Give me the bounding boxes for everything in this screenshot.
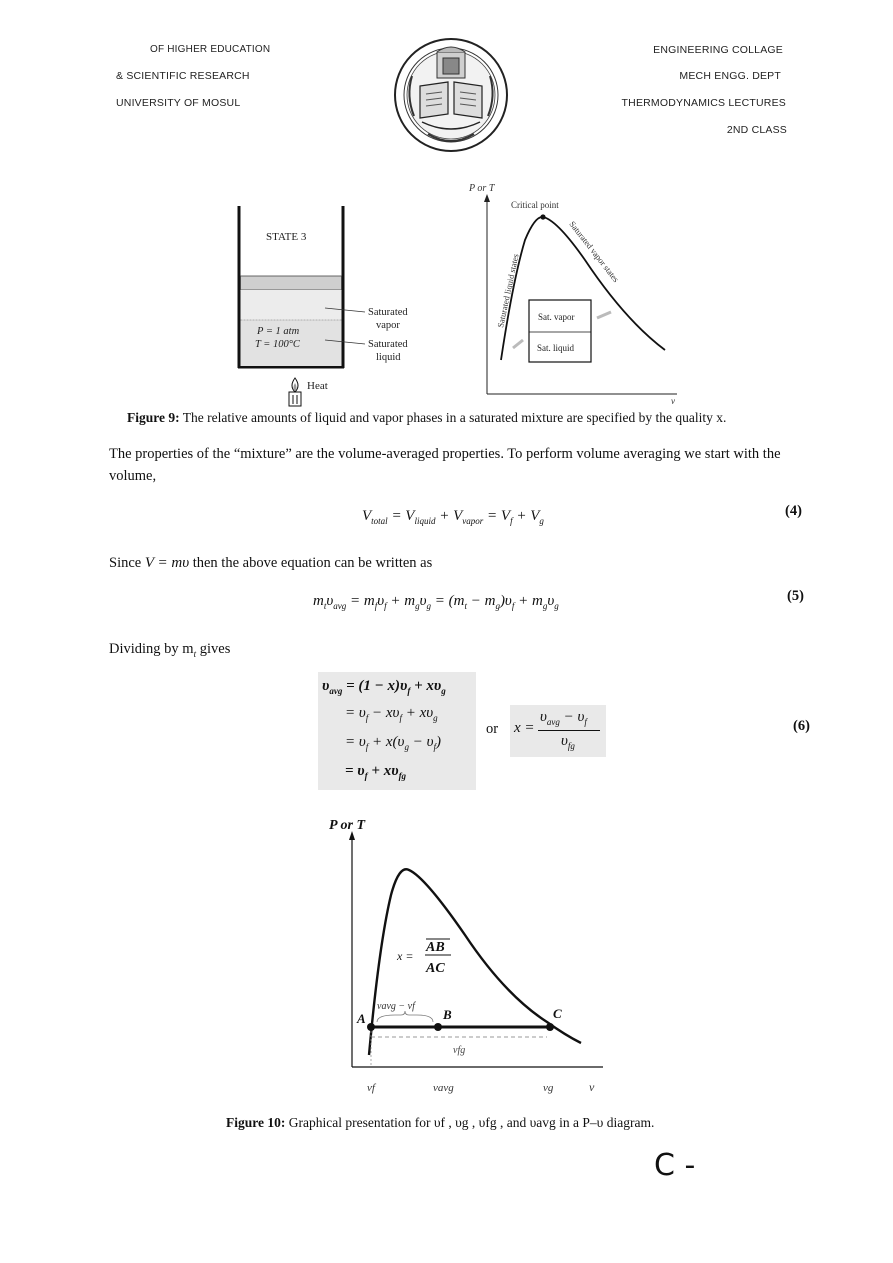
equation-4: $V_{total} = V_{liquid} + V_{vapor} = V_f + V_g$ <box>362 508 544 526</box>
header-right-line-3: THERMODYNAMICS LECTURES <box>621 97 786 109</box>
figure10-caption <box>226 1115 654 1131</box>
fig9-critical-point-label: Critical point <box>511 200 559 210</box>
page-mark: C - <box>654 1148 696 1183</box>
equation-4-number: (4) <box>785 503 802 519</box>
dividing-rest-text: gives <box>196 641 231 657</box>
fig9-heat-label: Heat <box>307 380 328 392</box>
equation-6-line-4: = $\upsilon_f + x\upsilon_{fg}$ <box>345 763 407 781</box>
fig9-axis-x-label: v <box>671 396 675 405</box>
since-text: Since <box>109 555 142 571</box>
fig10-tick-vf: vf <box>367 1082 375 1094</box>
header-left-line-3: UNIVERSITY OF MOSUL <box>116 97 241 109</box>
figure10-caption-label: Figure 10: <box>226 1115 286 1130</box>
fig9-box-vapor-label: Sat. vapor <box>538 312 575 322</box>
figure9-piston-cylinder <box>225 200 425 410</box>
fig10-point-c: C <box>553 1006 562 1021</box>
fig10-point-a: A <box>357 1011 366 1026</box>
equation-6-line-3: = $\upsilon_f + x(\upsilon_g - \upsilon_f)$ <box>345 734 441 752</box>
since-rest-text: then the above equation can be written as <box>192 555 433 571</box>
figure10-caption-text: Graphical presentation for υf , υg , υfg , and υavg in a P–υ diagram. <box>285 1115 655 1130</box>
equation-6-quality-x: x = <box>514 720 535 736</box>
dividing-text: Dividing by m <box>109 641 194 657</box>
figure9-caption-label: Figure 9: <box>127 410 180 425</box>
fig9-box-liquid-label: Sat. liquid <box>537 343 575 353</box>
fig9-saturated-vapor-label: Saturated <box>368 307 408 318</box>
fig9-axis-y-label: P or T <box>469 183 495 194</box>
equation-6-quality-den: $\upsilon_{fg}$ <box>561 733 575 751</box>
fig9-temperature-label: T = 100°C <box>255 339 300 350</box>
university-seal-logo <box>392 36 510 154</box>
dividing-sub: t <box>193 648 197 659</box>
fig10-tick-vg: vg <box>543 1082 554 1094</box>
fig9-saturated-liquid-label-2: liquid <box>376 352 401 363</box>
equation-6-fraction-bar <box>538 730 600 731</box>
fig9-saturated-liquid-label: Saturated <box>368 339 408 350</box>
equation-6-number: (6) <box>793 718 810 734</box>
header-left-line-2: & SCIENTIFIC RESEARCH <box>116 70 250 82</box>
equation-6-or: or <box>486 721 499 737</box>
header-left-line-1: OF HIGHER EDUCATION <box>150 44 271 55</box>
fig10-axis-x-label: v <box>589 1080 595 1094</box>
figure9-dome-diagram <box>465 180 695 405</box>
fig9-pressure-label: P = 1 atm <box>257 326 300 337</box>
figure9-caption <box>127 410 726 426</box>
figure10-pv-diagram <box>325 815 615 1105</box>
equation-6-line-1: $\upsilon_{avg} = (1 - x)\upsilon_f + x\upsilon_g$ <box>322 678 446 696</box>
fig10-axis-y-label: P or T <box>329 818 366 833</box>
equation-5: $m_t\upsilon_{avg} = m_f\upsilon_f + m_g\upsilon_g = (m_t - m_g)\upsilon_f + m_g\upsilon_g$ <box>313 593 559 611</box>
fig10-vfg-label: vfg <box>453 1045 466 1056</box>
fig9-sat-vapor-states-label: Saturated vapor states <box>567 219 622 285</box>
fig10-brace-label: vavg − vf <box>377 1001 415 1012</box>
fig10-quality-label: x = <box>397 949 414 963</box>
fig10-point-b: B <box>443 1007 452 1022</box>
since-equation: V = mυ <box>144 555 190 571</box>
fig10-tick-vavg: vavg <box>433 1082 454 1094</box>
equation-6-line-2: = $\upsilon_f - x\upsilon_f + x\upsilon_g$ <box>345 705 438 723</box>
header-right-line-2: MECH ENGG. DEPT <box>679 70 781 82</box>
fig9-state-label: STATE 3 <box>266 231 307 243</box>
fig10-quality-numerator: AB <box>426 940 445 955</box>
since-line <box>109 552 432 574</box>
equation-5-number: (5) <box>787 588 804 604</box>
dividing-line <box>109 638 230 665</box>
paragraph-mixture-properties: The properties of the “mixture” are the volume-averaged properties. To perform volume averaging we start with the volume, <box>109 446 781 484</box>
header-right-line-4: 2ND CLASS <box>726 124 787 136</box>
header-right-line-1: ENGINEERING COLLAGE <box>653 44 783 56</box>
figure9-caption-text: The relative amounts of liquid and vapor phases in a saturated mixture are specified by the quality x. <box>179 410 727 425</box>
fig9-sat-liquid-states-label: Saturated liquid states <box>495 252 521 329</box>
fig10-quality-denominator: AC <box>426 961 445 976</box>
fig9-saturated-vapor-label-2: vapor <box>376 320 400 331</box>
equation-6-quality-num: $\upsilon_{avg} - \upsilon_f$ <box>540 709 587 727</box>
